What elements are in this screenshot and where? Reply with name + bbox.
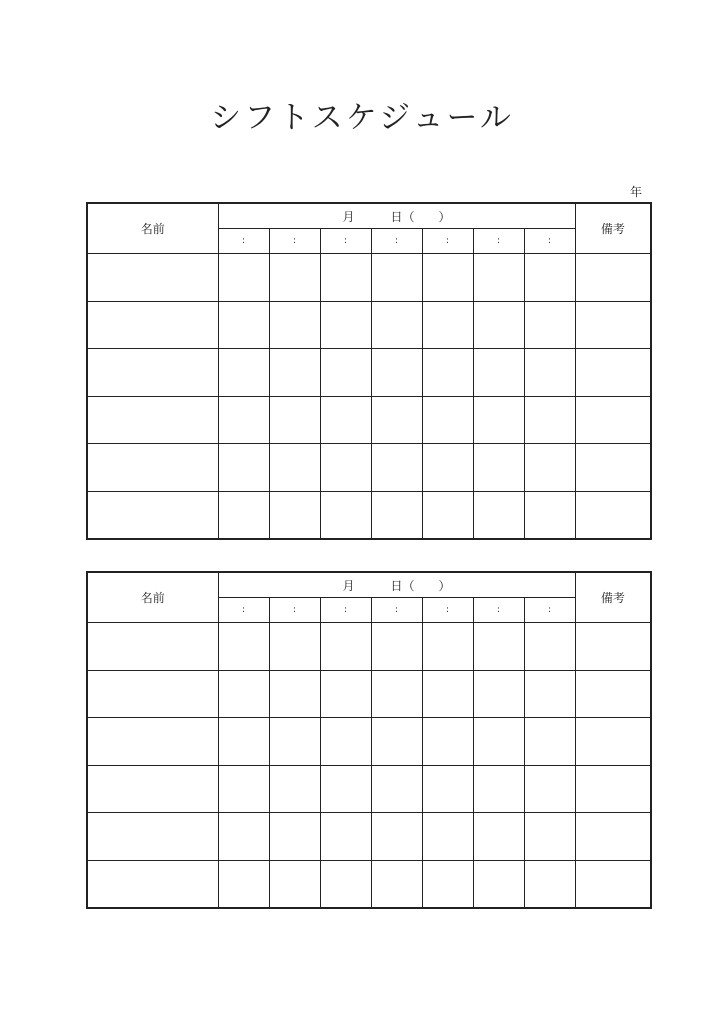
- shift-cell[interactable]: [371, 623, 422, 671]
- name-cell[interactable]: [87, 396, 218, 444]
- date-header: 月 日（ ）: [218, 572, 575, 598]
- remarks-cell[interactable]: [575, 623, 651, 671]
- shift-cell[interactable]: [473, 444, 524, 492]
- table-row: [87, 623, 651, 671]
- shift-cell[interactable]: [524, 765, 575, 813]
- shift-cell[interactable]: [524, 860, 575, 908]
- time-slot-header[interactable]: :: [473, 598, 524, 623]
- time-slot-header[interactable]: :: [422, 229, 473, 254]
- shift-cell[interactable]: [269, 491, 320, 539]
- name-cell[interactable]: [87, 623, 218, 671]
- shift-cell[interactable]: [422, 860, 473, 908]
- name-header: 名前: [87, 203, 218, 254]
- shift-cell[interactable]: [473, 670, 524, 718]
- shift-cell[interactable]: [371, 254, 422, 302]
- time-slot-header[interactable]: :: [524, 598, 575, 623]
- shift-cell[interactable]: [218, 813, 269, 861]
- time-slot-header[interactable]: :: [218, 598, 269, 623]
- shift-cell[interactable]: [422, 765, 473, 813]
- shift-cell[interactable]: [269, 670, 320, 718]
- name-cell[interactable]: [87, 301, 218, 349]
- shift-cell[interactable]: [422, 396, 473, 444]
- name-header: 名前: [87, 572, 218, 623]
- shift-cell[interactable]: [269, 765, 320, 813]
- name-cell[interactable]: [87, 444, 218, 492]
- shift-cell[interactable]: [473, 301, 524, 349]
- remarks-header: 備考: [575, 572, 651, 623]
- name-cell[interactable]: [87, 718, 218, 766]
- table-row: [87, 860, 651, 908]
- shift-cell[interactable]: [320, 444, 371, 492]
- shift-cell[interactable]: [524, 349, 575, 397]
- shift-cell[interactable]: [320, 718, 371, 766]
- time-slot-header[interactable]: :: [371, 229, 422, 254]
- shift-cell[interactable]: [422, 491, 473, 539]
- shift-cell[interactable]: [371, 349, 422, 397]
- shift-cell[interactable]: [524, 670, 575, 718]
- time-slot-header[interactable]: :: [320, 598, 371, 623]
- shift-cell[interactable]: [269, 813, 320, 861]
- shift-cell[interactable]: [422, 623, 473, 671]
- shift-cell[interactable]: [218, 444, 269, 492]
- shift-cell[interactable]: [422, 813, 473, 861]
- shift-cell[interactable]: [269, 444, 320, 492]
- shift-cell[interactable]: [218, 396, 269, 444]
- shift-cell[interactable]: [422, 301, 473, 349]
- remarks-cell[interactable]: [575, 444, 651, 492]
- table-row: [87, 491, 651, 539]
- remarks-cell[interactable]: [575, 396, 651, 444]
- time-slot-header[interactable]: :: [218, 229, 269, 254]
- shift-cell[interactable]: [524, 718, 575, 766]
- shift-cell[interactable]: [269, 254, 320, 302]
- shift-cell[interactable]: [218, 623, 269, 671]
- name-cell[interactable]: [87, 670, 218, 718]
- remarks-cell[interactable]: [575, 491, 651, 539]
- shift-cell[interactable]: [473, 396, 524, 444]
- remarks-cell[interactable]: [575, 670, 651, 718]
- shift-cell[interactable]: [473, 813, 524, 861]
- shift-cell[interactable]: [371, 765, 422, 813]
- name-cell[interactable]: [87, 349, 218, 397]
- shift-cell[interactable]: [320, 349, 371, 397]
- shift-cell[interactable]: [371, 444, 422, 492]
- shift-cell[interactable]: [524, 301, 575, 349]
- time-slot-header[interactable]: :: [320, 229, 371, 254]
- shift-cell[interactable]: [524, 254, 575, 302]
- shift-cell[interactable]: [524, 444, 575, 492]
- shift-cell[interactable]: [269, 301, 320, 349]
- table-row: [87, 301, 651, 349]
- remarks-header: 備考: [575, 203, 651, 254]
- shift-cell[interactable]: [422, 254, 473, 302]
- shift-cell[interactable]: [371, 813, 422, 861]
- shift-cell[interactable]: [218, 670, 269, 718]
- table-row: [87, 813, 651, 861]
- shift-cell[interactable]: [371, 396, 422, 444]
- table-row: [87, 718, 651, 766]
- shift-cell[interactable]: [269, 718, 320, 766]
- shift-cell[interactable]: [371, 301, 422, 349]
- shift-cell[interactable]: [269, 349, 320, 397]
- shift-cell[interactable]: [524, 813, 575, 861]
- shift-cell[interactable]: [473, 349, 524, 397]
- remarks-cell[interactable]: [575, 254, 651, 302]
- table-row: [87, 444, 651, 492]
- shift-cell[interactable]: [473, 254, 524, 302]
- shift-cell[interactable]: [422, 670, 473, 718]
- name-cell[interactable]: [87, 254, 218, 302]
- shift-cell[interactable]: [218, 860, 269, 908]
- time-slot-header[interactable]: :: [422, 598, 473, 623]
- shift-cell[interactable]: [422, 444, 473, 492]
- time-slot-header[interactable]: :: [371, 598, 422, 623]
- name-cell[interactable]: [87, 765, 218, 813]
- shift-cell[interactable]: [269, 860, 320, 908]
- shift-cell[interactable]: [218, 254, 269, 302]
- shift-cell[interactable]: [524, 491, 575, 539]
- shift-cell[interactable]: [371, 718, 422, 766]
- shift-cell[interactable]: [320, 813, 371, 861]
- shift-cell[interactable]: [320, 623, 371, 671]
- shift-cell[interactable]: [473, 623, 524, 671]
- remarks-cell[interactable]: [575, 860, 651, 908]
- shift-cell[interactable]: [320, 670, 371, 718]
- shift-cell[interactable]: [473, 765, 524, 813]
- shift-cell[interactable]: [218, 349, 269, 397]
- shift-cell[interactable]: [524, 623, 575, 671]
- shift-cell[interactable]: [371, 670, 422, 718]
- shift-cell[interactable]: [371, 860, 422, 908]
- shift-table: [86, 571, 652, 909]
- remarks-cell[interactable]: [575, 765, 651, 813]
- shift-cell[interactable]: [320, 491, 371, 539]
- page-title: シフトスケジュール: [210, 100, 514, 136]
- shift-table: [86, 202, 652, 540]
- table-row: [87, 349, 651, 397]
- shift-cell[interactable]: [320, 765, 371, 813]
- name-cell[interactable]: [87, 813, 218, 861]
- remarks-cell[interactable]: [575, 301, 651, 349]
- table-row: [87, 396, 651, 444]
- shift-cell[interactable]: [320, 860, 371, 908]
- remarks-cell[interactable]: [575, 813, 651, 861]
- shift-cell[interactable]: [218, 718, 269, 766]
- time-slot-header[interactable]: :: [269, 598, 320, 623]
- shift-cell[interactable]: [218, 491, 269, 539]
- table-row: [87, 254, 651, 302]
- shift-cell[interactable]: [473, 860, 524, 908]
- table-row: [87, 765, 651, 813]
- shift-cell[interactable]: [320, 301, 371, 349]
- shift-cell[interactable]: [422, 349, 473, 397]
- time-slot-header[interactable]: :: [524, 229, 575, 254]
- time-slot-header[interactable]: :: [269, 229, 320, 254]
- shift-cell[interactable]: [524, 396, 575, 444]
- shift-cell[interactable]: [269, 396, 320, 444]
- shift-cell[interactable]: [473, 491, 524, 539]
- year-label: 年: [630, 185, 643, 199]
- remarks-cell[interactable]: [575, 349, 651, 397]
- shift-cell[interactable]: [371, 491, 422, 539]
- name-cell[interactable]: [87, 860, 218, 908]
- remarks-cell[interactable]: [575, 718, 651, 766]
- shift-cell[interactable]: [218, 765, 269, 813]
- name-cell[interactable]: [87, 491, 218, 539]
- shift-cell[interactable]: [320, 396, 371, 444]
- table-row: [87, 670, 651, 718]
- shift-cell[interactable]: [422, 718, 473, 766]
- shift-cell[interactable]: [320, 254, 371, 302]
- shift-cell[interactable]: [218, 301, 269, 349]
- shift-cell[interactable]: [473, 718, 524, 766]
- shift-cell[interactable]: [269, 623, 320, 671]
- date-header: 月 日（ ）: [218, 203, 575, 229]
- time-slot-header[interactable]: :: [473, 229, 524, 254]
